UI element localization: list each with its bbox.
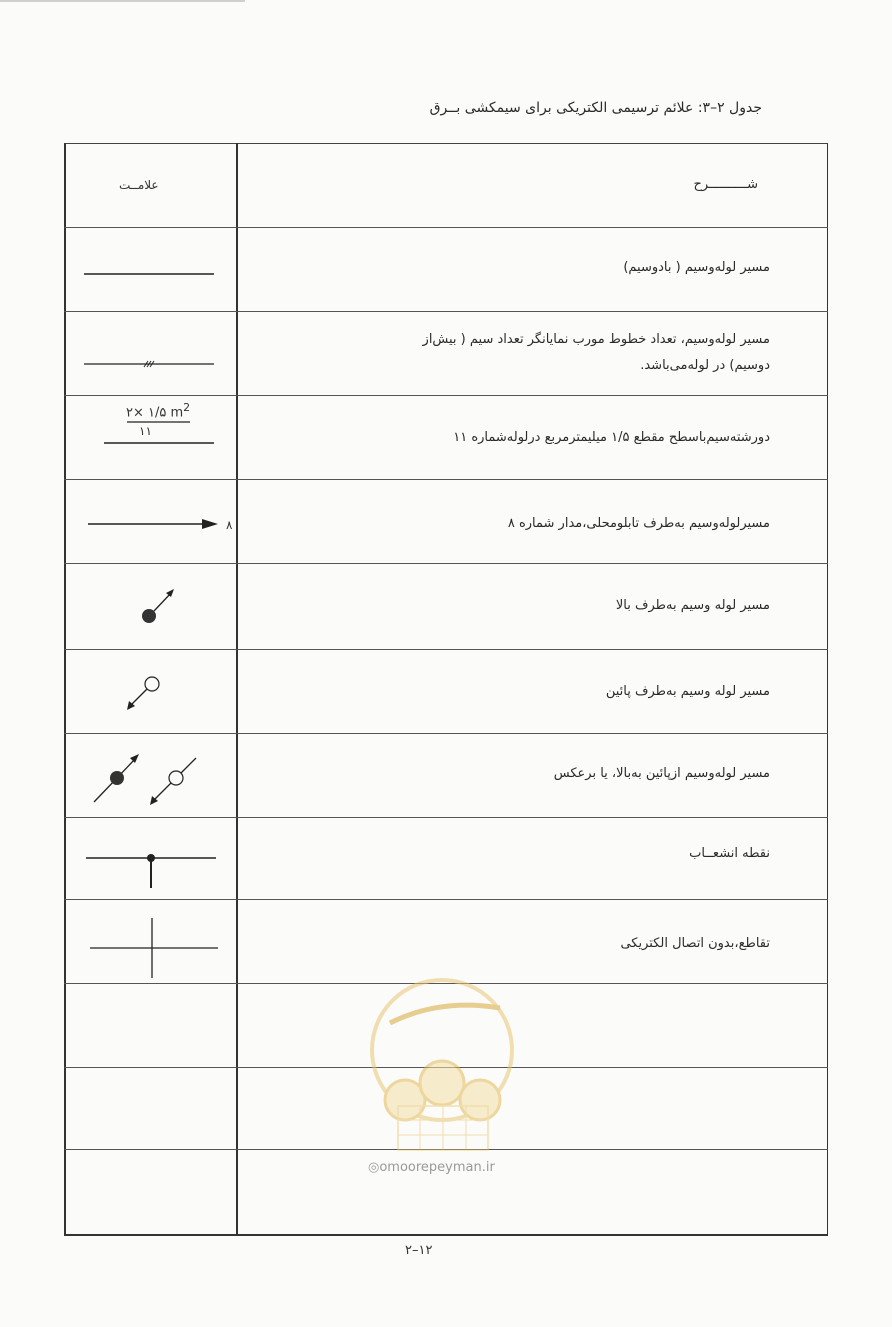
table-row <box>64 734 828 818</box>
watermark-url-text: omoorepeyman.ir <box>379 1160 495 1175</box>
table-row <box>64 818 828 900</box>
table-row <box>64 312 828 396</box>
table-row <box>64 480 828 564</box>
conduit-number-label: ۱۱ <box>139 424 152 438</box>
table-row <box>64 396 828 480</box>
row-description: دورشته‌سیم‌باسطح مقطع ۱/۵ میلیمترمربع درلوله‌شماره ۱۱ <box>453 430 770 445</box>
crossing-no-connection-icon <box>88 916 260 981</box>
table-header-row <box>64 143 828 228</box>
row-description: تقاطع،بدون اتصال الکتریکی <box>620 936 770 951</box>
row-description: مسیر لوله وسیم به‌طرف بالا <box>615 598 770 613</box>
row-description: مسیر لوله‌وسیم ازپائین به‌بالا، یا برعکس <box>553 766 770 781</box>
page-edge-mark <box>0 0 245 2</box>
header-symbol: علامــت <box>119 178 159 192</box>
table-row <box>64 228 828 312</box>
row-description-line1: مسیر لوله‌وسیم، تعداد خطوط مورب نمایانگر تعداد سیم ( بیش‌از <box>422 332 770 347</box>
conduit-up-down-icon <box>92 748 264 808</box>
page-number: ۲–۱۲ <box>405 1243 433 1258</box>
conduit-up-icon <box>136 584 308 629</box>
conduit-multi-wire-symbol <box>82 344 254 368</box>
table-row <box>64 650 828 734</box>
conduit-two-wire-symbol <box>82 258 254 278</box>
circuit-number: ۸ <box>226 518 233 532</box>
watermark-logo <box>360 978 525 1158</box>
row-description: مسیر لوله وسیم به‌طرف پائین <box>605 684 770 699</box>
row-description: مسیرلوله‌وسیم به‌طرف تابلومحلی،مدار شماره ۸ <box>507 516 770 531</box>
conduit-down-icon <box>120 672 292 717</box>
junction-point-icon <box>84 848 256 893</box>
wire-spec-text: ۲× ۱/۵ m <box>126 405 184 421</box>
row-description-line2: دوسیم) در لوله‌می‌باشد. <box>640 358 770 373</box>
table-row <box>64 564 828 650</box>
wire-spec-superscript: 2 <box>183 401 191 414</box>
table-caption: جدول ۲–۳: علائم ترسیمی الکتریکی برای سیمکشی بــرق <box>429 100 762 116</box>
watermark-url <box>368 1160 495 1175</box>
table-row <box>64 900 828 984</box>
instagram-icon: ◎ <box>368 1160 380 1175</box>
header-description: شــــــــــرح <box>693 177 758 192</box>
row-description: مسیر لوله‌وسیم ( بادوسیم) <box>623 260 770 275</box>
wire-spec-symbol <box>82 416 254 446</box>
row-description: نقطه انشعــاب <box>689 846 770 861</box>
